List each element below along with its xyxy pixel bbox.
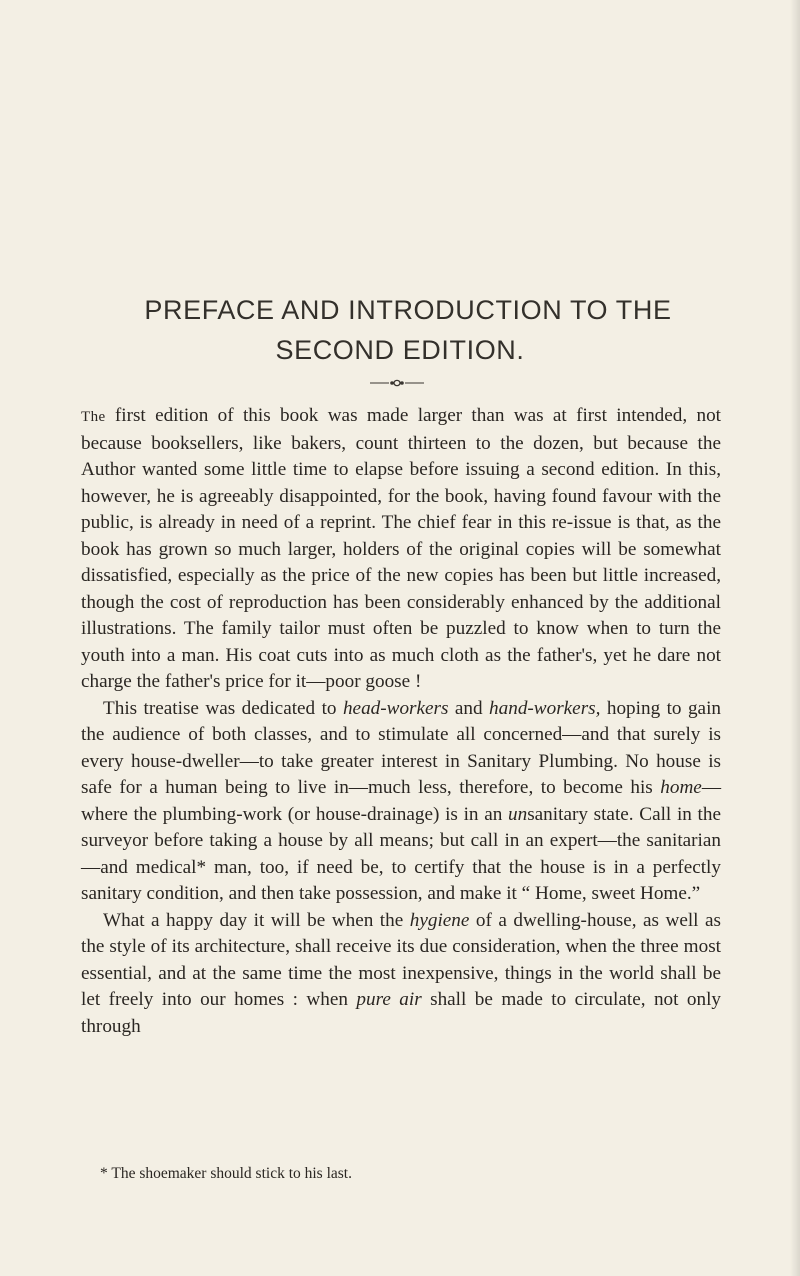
text-run: What a happy day it will be when the	[103, 909, 410, 931]
chapter-heading	[0, 290, 800, 370]
italic-run: home	[660, 777, 702, 798]
text-run: and	[448, 697, 490, 719]
body-text	[81, 403, 721, 1040]
text-run: of a dwelling-house, as well as the style of its architecture, shall receive its due consideration, when the three most essential, and at the same time the most inexpensive, things in the world shall be let freely into our homes : when	[81, 909, 721, 1010]
text-run: This treatise was dedicated to	[103, 697, 343, 719]
italic-run: un	[508, 803, 528, 825]
heading-line-1: PREFACE AND INTRODUCTION TO THE	[144, 295, 672, 325]
italic-run: head-workers	[342, 697, 449, 719]
page-edge-shadow	[790, 0, 800, 1276]
footnote: * The shoemaker should stick to his last.	[100, 1165, 352, 1182]
text-run: sanitary state. Call in the surveyor before taking a house by all means; but call in an expert—the sanitarian—and medical* man, too, if need be, to certify that the house is in a perfectly sanitary condition, and then take possession, and make it “ Home, sweet Home.”	[81, 803, 721, 904]
text-run: shall be made to circulate, not only through	[81, 989, 722, 1037]
paragraph-1	[81, 403, 721, 696]
italic-run: hand-workers,	[489, 697, 601, 719]
heading-line-2: SECOND EDITION.	[275, 335, 525, 365]
text-run: hoping to gain the audience of both classes, and to stimulate all concerned—and that surely is every house-dweller—to take greater interest in Sanitary Plumbing. No house is safe for a human being to live in—much less, therefore, to become his	[81, 697, 721, 798]
text-run: —where the plumbing-work (or house-drainage) is in an	[81, 777, 721, 825]
rule-with-diamond-icon	[369, 378, 425, 388]
paragraph-2	[81, 696, 721, 908]
italic-run: hygiene	[409, 909, 470, 931]
lead-word: The	[81, 409, 106, 425]
paragraph-3	[81, 908, 721, 1041]
italic-run: pure air	[356, 989, 422, 1010]
paragraph-1-text: first edition of this book was made larger than was at first intended, not because booksellers, like bakers, count thirteen to the dozen, but because the Author wanted some little time to elapse before issuing a second edition. In this, however, he is agreeably disappointed, for the book, having found favour with the public, is already in need of a reprint. The chief fear in this re-issue is that, as the book has grown so much larger, holders of the original copies will be somewhat dissatisfied, especially as the price of the new copies has been but little increased, though the cost of reproduction has been considerably enhanced by the additional illustrations. The family tailor must often be puzzled to know when to turn the youth into a man. His coat cuts into as much cloth as the father's, yet he dare not charge the father's price for it—poor goose !	[81, 405, 721, 692]
